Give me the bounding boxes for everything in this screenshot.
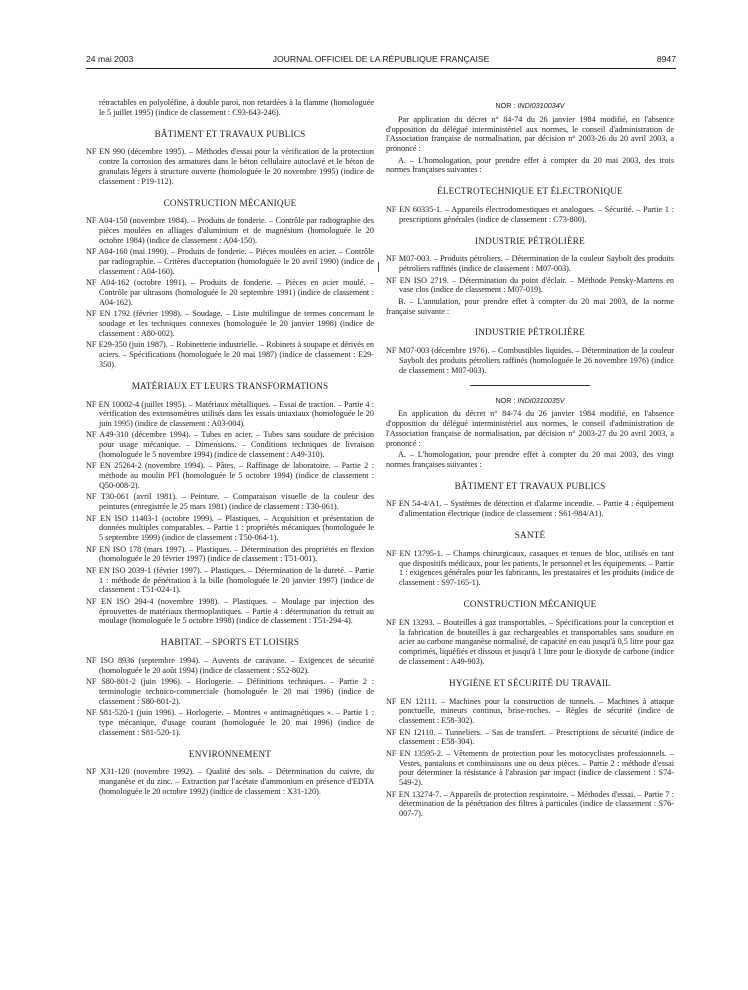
standard-entry: NF M07-003 (décembre 1976). – Combustibles liquides. – Détermination de la couleur Saybolt des produits pétroliers raffinés (homologuée le 26 novembre 1976) (indice de classement : M07-003). [386,346,674,375]
standard-entry: NF T30-061 (avril 1981). – Peinture. – Comparaison visuelle de la couleur des peintures (enregistrée le 25 mars 1981) (indice de classement : T30-061). [86,492,374,512]
section-heading: INDUSTRIE PÉTROLIÈRE [475,235,585,246]
decision-paragraph: B. – L'annulation, pour prendre effet à compter du 20 mai 2003, de la norme française suivante : [386,296,674,316]
header-rule [86,68,676,69]
nor-label: NOR : [495,395,516,405]
standard-entry: NF EN ISO 2719. – Détermination du point d'éclair. – Méthode Pensky-Martens en vase clos (indice de classement : M07-019). [386,275,674,295]
nor-code: INDI0310035V [517,395,565,405]
section-heading: BÂTIMENT ET TRAVAUX PUBLICS [154,128,306,139]
section-heading: ENVIRONNEMENT [188,748,272,759]
standard-entry: NF EN 54-4/A1. – Systèmes de détection et d'alarme incendie. – Partie 4 : équipement d'alimentation électrique (indice de classement : S61-984/A1). [386,499,674,519]
standard-entry: NF M07-003. – Produits pétroliers. – Détermination de la couleur Saybolt des produits pétroliers raffinés (indice de classement : M07-003). [386,254,674,274]
right-column [386,98,674,821]
standard-entry: NF E29-350 (juin 1987). – Robinetterie industrielle. – Robinets à soupape et dérivés en aciers. – Spécifications (homologuée le 20 mai 1987) (indice de classement : E29-350). [86,340,374,369]
nor-reference [386,101,674,111]
standard-entry: NF EN ISO 178 (mars 1997). – Plastiques. – Détermination des propriétés en flexion (homologuée le 20 février 1997) (indice de classement : T51-001). [86,544,374,564]
decision-paragraph: A. – L'homologation, pour prendre effet à compter du 20 mai 2003, des trois normes françaises suivantes : [386,155,674,175]
standard-entry: NF EN 25264-2 (novembre 1994). – Pâtes. – Raffinage de laboratoire. – Partie 2 : méthode au moulin PFI (homologuée le 5 octobre 1994) (indice de classement : Q50-008-2). [86,461,374,491]
section-heading: HYGIÈNE ET SÉCURITÉ DU TRAVAIL [448,677,611,688]
standard-entry: NF EN 1792 (février 1998). – Soudage. – Liste multilingue de termes concernant le soudage et les techniques connexes (homologuée le 20 janvier 1998) (indice de classement : A80-002). [86,309,374,338]
decision-paragraph: Par application du décret n° 84-74 du 26 janvier 1984 modifié, en l'absence d'opposition du délégué interministériel aux normes, le conseil d'administration de l'Association française de normalisation, par décision n° 2003-26 du 20 avril 2003, a prononcé : [386,114,674,154]
column-divider-mark [378,262,379,272]
header-title: JOURNAL OFFICIEL DE LA RÉPUBLIQUE FRANÇAISE [272,54,490,64]
standard-entry: NF A49-310 (décembre 1994). – Tubes en acier. – Tubes sans soudure de précision pour usage mécanique. – Dimensions. – Conditions techniques de livraison (homologuée le 5 novembre 1994) (indice de classement : A49-310). [86,430,374,460]
standard-entry: NF EN 13274-7. – Appareils de protection respiratoire. – Méthodes d'essai. – Partie 7 : détermination de la pénétration des filtres à particules (indice de classement : S76-007-7). [386,789,674,819]
section-heading: CONSTRUCTION MÉCANIQUE [463,599,597,610]
standard-entry: NF X31-120 (novembre 1992). – Qualité des sols. – Détermination du cuivre, du manganèse et du zinc. – Extraction par l'acétate d'ammonium en présence d'EDTA (homologuée le 20 octobre 1992) (indice de classement : X31-120). [86,767,374,796]
standard-entry: NF EN 13595-2. – Vêtements de protection pour les motocyclistes professionnels. – Vestes, pantalons et combinaisons une ou deux pièces. – Partie 2 : méthode d'essai pour déterminer la résistance à l'abrasion par impact (indice de classement : S74-549-2). [386,748,674,788]
section-heading: ÉLECTROTECHNIQUE ET ÉLECTRONIQUE [437,186,623,197]
standard-entry: NF EN 990 (décembre 1995). – Méthodes d'essai pour la vérification de la protection contre la corrosion des armatures dans le béton cellulaire autoclavé et le béton de granulats légers à structure ouverte (homologuée le 20 novembre 1995) (indice de classement : P19-112). [86,147,374,186]
header-page-number: 8947 [656,54,676,64]
standard-entry: NF S80-801-2 (juin 1996). – Horlogerie. – Définitions techniques. – Partie 2 : terminologie technico-commerciale (homologuée le 20 mai 1996) (indice de classement : S80-801-2). [86,677,374,706]
header-date: 24 mai 2003 [86,54,134,64]
standard-entry: NF EN 60335-1. – Appareils électrodomestiques et analogues. – Sécurité. – Partie 1 : prescriptions générales (indice de classement : C73-800). [386,204,674,224]
section-heading: CONSTRUCTION MÉCANIQUE [163,197,297,208]
section-heading: INDUSTRIE PÉTROLIÈRE [475,327,585,338]
section-heading: HABITAT. – SPORTS ET LOISIRS [160,637,300,648]
nor-code: INDI0310034V [517,101,565,110]
section-heading: SANTÉ [514,530,546,541]
standard-entry: NF EN 12110. – Tunneliers. – Sas de transfert. – Prescriptions de sécurité (indice de classement : E58-304). [386,727,674,747]
nor-label: NOR : [495,101,516,110]
standard-entry: NF EN ISO 11403-1 (octobre 1999). – Plastiques. – Acquisition et présentation de données multiples comparables. – Partie 1 : propriétés mécaniques (homologuée le 5 septembre 1999) (indice de classement : T50-064-1). [86,513,374,543]
page-header [86,54,676,66]
standard-entry: NF S81-520-1 (juin 1996). – Horlogerie. – Montres « antimagnétiques ». – Partie 1 : type mécanique, d'usage courant (homologuée le 20 mai 1996) (indice de classement : S81-520-1). [86,708,374,737]
standard-entry: NF EN 13293. – Bouteilles à gaz transportables. – Spécifications pour la conception et la fabrication de bouteilles à gaz rechargeables et transportables sans soudure en acier au carbone manganèse normalisé, de capacité en eau jusqu'à 0,5 litre pour gaz comprimés, liquéfiés et dissous et jusqu'à 1 litre pour le dioxyde de carbone (indice de classement : A49-903). [386,617,674,667]
section-heading: BÂTIMENT ET TRAVAUX PUBLICS [454,480,606,491]
standard-entry: NF A04-162 (octobre 1991). – Produits de fonderie. – Pièces en acier moulé. – Contrôle par ultrasons (homologuée le 20 septembre 1991) (indice de classement : A04-162). [86,278,374,307]
standard-entry: NF EN 10002-4 (juillet 1995). – Matériaux métalliques. – Essai de traction. – Partie 4 : vérification des extensomètres utilisés dans les essais uniaxiaux (homologuée le 20 juin 1995) (indice de classement : A03-004). [86,399,374,429]
standard-entry: NF EN ISO 294-4 (novembre 1998). – Plastiques. – Moulage par injection des éprouvettes de matériaux thermoplastiques. – Partie 4 : détermination du retrait au moulage (homologuée le 5 octobre 1998) (indice de classement : T51-294-4). [86,596,374,626]
section-separator [470,385,590,386]
standard-entry: NF EN ISO 2039-1 (février 1997). – Plastiques. – Détermination de la dureté. – Partie 1 : méthode de pénétration à la bille (homologuée le 20 janvier 1997) (indice de classement : T51-024-1). [86,565,374,595]
continued-entry: rétractables en polyoléfine, à double paroi, non retardées à la flamme (homologuée le 5 juillet 1995) (indice de classement : C93-643-246). [99,98,374,117]
decision-paragraph: A. – L'homologation, pour prendre effet à compter du 20 mai 2003, des vingt normes françaises suivantes : [386,450,674,469]
left-column [86,98,374,798]
standard-entry: NF A04-150 (novembre 1984). – Produits de fonderie. – Contrôle par radiographie des pièces moulées en alliages d'aluminium et de magnésium (homologuée le 20 octobre 1984) (indice de classement : A04-150). [86,216,374,245]
decision-paragraph: En application du décret n° 84-74 du 26 janvier 1984 modifié, en l'absence d'opposition du délégué interministériel aux normes, le conseil d'administration de l'Association française de normalisation, par décision n° 2003-27 du 20 avril 2003, a prononcé : [386,409,674,448]
standard-entry: NF EN 12111. – Machines pour la construction de tunnels. – Machines à attaque ponctuelle, mineurs continus, brise-roches. – Règles de sécurité (indice de classement : E58-302). [386,696,674,726]
standard-entry: NF A04-160 (mai 1990). – Produits de fonderie. – Pièces moulées en acier. – Contrôle par radiographie. – Critères d'acceptation (homologuée le 20 avril 1990) (indice de classement : A04-160). [86,247,374,276]
nor-reference [386,396,674,406]
section-heading: MATÉRIAUX ET LEURS TRANSFORMATIONS [131,380,329,391]
standard-entry: NF ISO 8936 (septembre 1994). – Auvents de caravane. – Exigences de sécurité (homologuée le 20 août 1994) (indice de classement : S52-802). [86,655,374,675]
standard-entry: NF EN 13795-1. – Champs chirurgicaux, casaques et tenues de bloc, utilisés en tant que dispositifs médicaux, pour les patients, le personnel et les équipements. – Partie 1 : exigences générales pour les fabricants, les prestataires et les produits (indice de classement : S97-165-1). [386,548,674,588]
